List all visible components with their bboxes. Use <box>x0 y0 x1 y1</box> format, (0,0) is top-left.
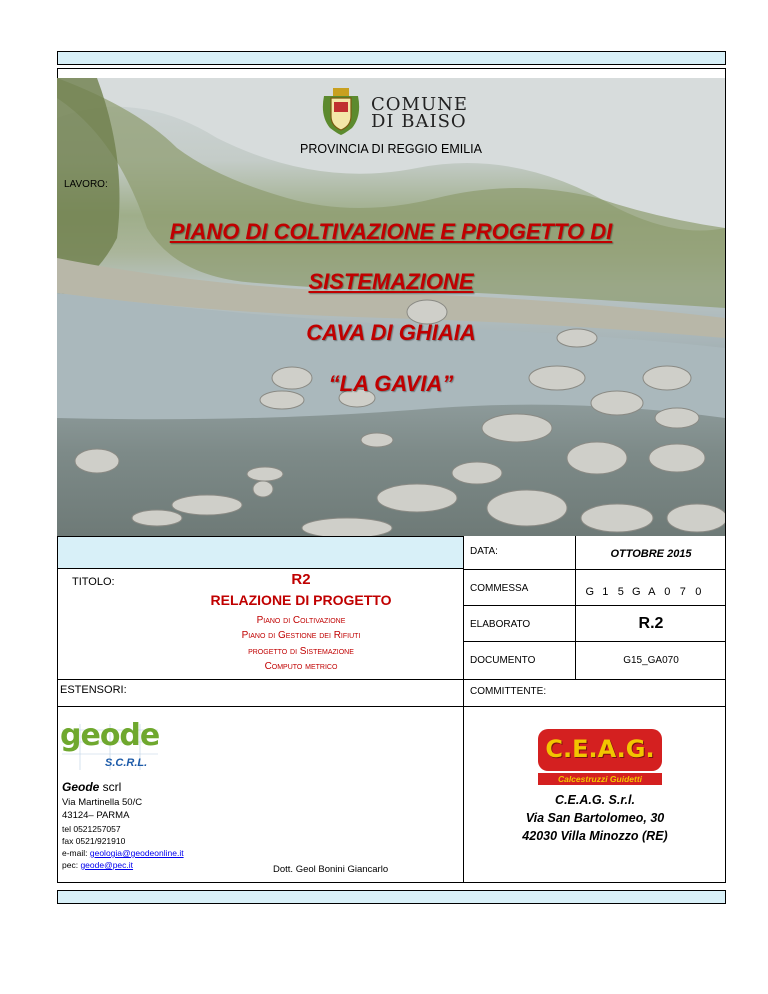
title-line2: SISTEMAZIONE <box>308 269 474 294</box>
row-line-5 <box>57 706 726 707</box>
signatory: Dott. Geol Bonini Giancarlo <box>273 864 389 875</box>
geode-logo-sub: S.C.R.L. <box>105 757 148 769</box>
data-label: DATA: <box>470 546 498 557</box>
geode-email-row <box>62 848 184 858</box>
data-value: OTTOBRE 2015 <box>610 548 692 560</box>
elaborato-value: R.2 <box>638 615 664 632</box>
commessa-value <box>582 582 726 600</box>
documento-value: G15_GA070 <box>623 655 679 666</box>
elaborato-label: ELABORATO <box>470 619 531 630</box>
ceag-logo-sub: Calcestruzzi Guidetti <box>538 773 662 785</box>
commessa-char: 0 <box>664 586 671 598</box>
titolo-item-3: progetto di Sistemazione <box>248 646 354 657</box>
comune-name <box>371 96 491 130</box>
row-line-1 <box>463 569 726 570</box>
documento-label: DOCUMENTO <box>470 655 536 666</box>
estensori-label: ESTENSORI: <box>60 684 127 696</box>
comune-line2: DI BAISO <box>371 111 467 132</box>
title-line1: PIANO DI COLTIVAZIONE E PROGETTO DI <box>169 219 613 244</box>
comune-crest <box>318 86 364 136</box>
titolo-code: R2 <box>291 571 311 588</box>
provincia-label: PROVINCIA DI REGGIO EMILIA <box>300 142 482 156</box>
email-link[interactable]: geologia@geodeonline.it <box>89 848 184 858</box>
titolo-name: RELAZIONE DI PROGETTO <box>210 592 392 608</box>
ceag-address1: Via San Bartolomeo, 30 <box>525 811 665 825</box>
geode-pec-row <box>62 860 133 870</box>
titolo-item-1: Piano di Coltivazione <box>256 615 346 626</box>
title-line4: “LA GAVIA” <box>328 371 454 396</box>
commessa-char: 5 <box>617 586 624 598</box>
ceag-address2: 42030 Villa Minozzo (RE) <box>522 829 668 843</box>
commessa-char: G <box>585 586 595 598</box>
commessa-label: COMMESSA <box>470 583 529 594</box>
geode-company-suffix: scrl <box>99 780 122 794</box>
footer-band <box>57 890 726 904</box>
row-line-4 <box>57 679 726 680</box>
col-line-bottom <box>463 679 464 883</box>
commessa-char: 0 <box>695 586 702 598</box>
titolo-item-2: Piano di Gestione dei Rifiuti <box>241 630 361 641</box>
geode-company <box>62 780 121 794</box>
title-line3: CAVA DI GHIAIA <box>306 320 476 345</box>
comune-line1: COMUNE <box>371 94 469 115</box>
geode-address2: 43124– PARMA <box>62 810 130 821</box>
ceag-logo-text: C.E.A.G. <box>545 735 655 763</box>
ceag-logo <box>538 729 662 785</box>
titolo-label: TITOLO: <box>72 576 115 588</box>
geode-fax: fax 0521/921910 <box>62 836 126 846</box>
row-line-3 <box>463 641 726 642</box>
commessa-char: 7 <box>679 586 686 598</box>
pec-label: pec: <box>62 860 81 870</box>
geode-logo-text: geode <box>60 718 160 753</box>
row-line-2 <box>463 605 726 606</box>
geode-tel: tel 0521257057 <box>62 824 121 834</box>
commessa-char: A <box>648 586 656 598</box>
geode-address1: Via Martinella 50/C <box>62 797 143 808</box>
email-label: e-mail: <box>62 848 90 858</box>
geode-company-name: Geode <box>62 780 100 794</box>
commessa-char: G <box>631 586 641 598</box>
data-band <box>57 536 464 569</box>
titolo-item-4: Computo metrico <box>264 661 338 672</box>
committente-label: COMMITTENTE: <box>470 686 547 697</box>
pec-link[interactable]: geode@pec.it <box>80 860 134 870</box>
header-band <box>57 51 726 65</box>
commessa-char: 1 <box>602 586 609 598</box>
lavoro-label: LAVORO: <box>64 179 108 190</box>
ceag-name: C.E.A.G. S.r.l. <box>555 793 635 807</box>
